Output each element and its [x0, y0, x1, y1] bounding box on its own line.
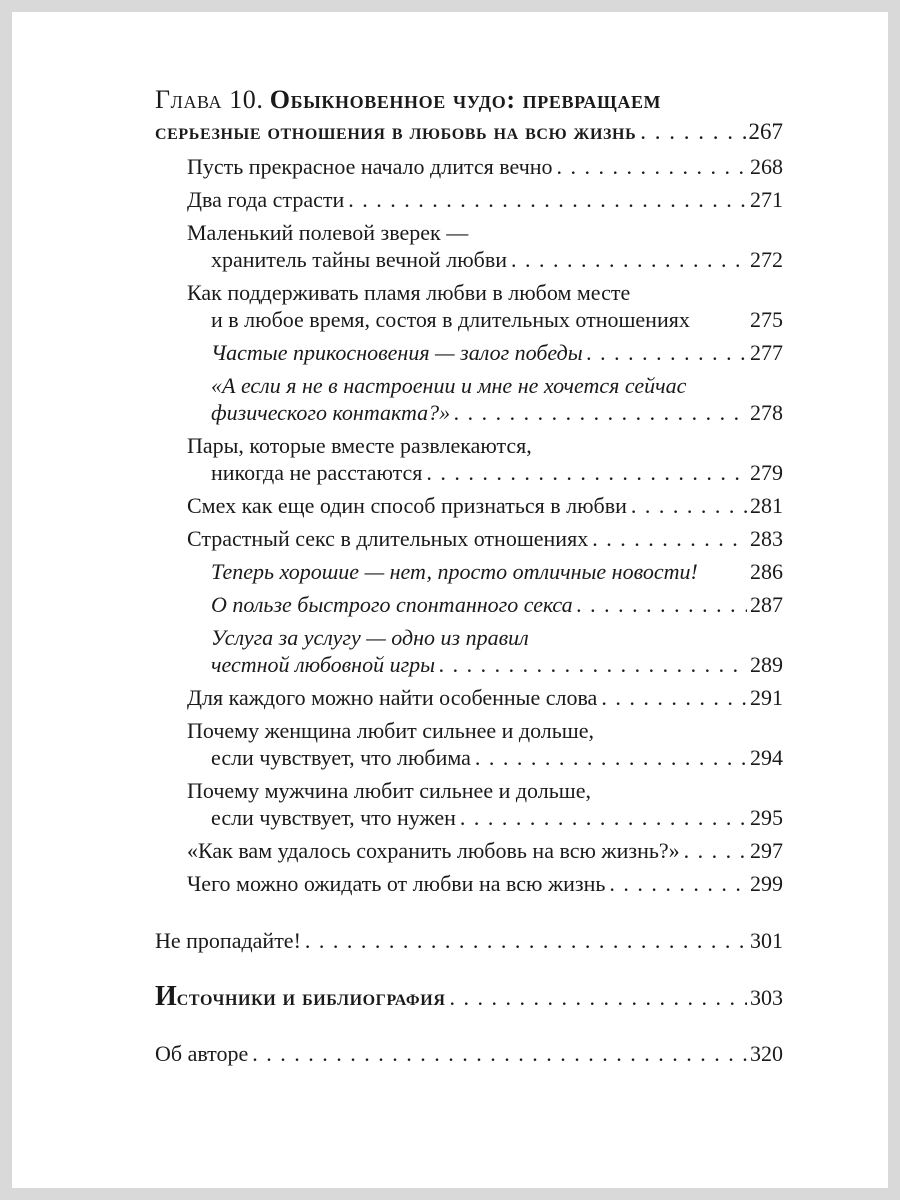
toc-page-number: 294 — [750, 745, 783, 770]
toc-page-number: 268 — [750, 154, 783, 179]
toc-entry-title: и в любое время, состоя в длительных отношениях — [211, 307, 690, 332]
dot-leader — [601, 684, 747, 711]
toc-page-number: 275 — [750, 307, 783, 332]
toc-entry[interactable] — [187, 870, 783, 897]
toc-entry[interactable] — [211, 558, 783, 585]
end-section-title: Не пропадайте! — [155, 928, 301, 953]
toc-entry-title: Смех как еще один способ признаться в любви — [187, 493, 627, 518]
toc-entry-title: Почему женщина любит сильнее и дольше, — [187, 718, 595, 743]
toc-page-number: 289 — [750, 652, 783, 677]
toc-entry-title: «Как вам удалось сохранить любовь на всю жизнь?» — [187, 838, 680, 863]
dot-leader — [511, 246, 747, 273]
end-section-title-rest: сточники и библиография — [176, 985, 446, 1010]
toc-entry-title: Пусть прекрасное начало длится вечно — [187, 154, 553, 179]
dot-leader — [631, 492, 747, 519]
toc-entry[interactable] — [187, 492, 783, 519]
dot-leader — [454, 399, 747, 426]
chapter-title-line1: Обыкновенное чудо: превращаем — [269, 85, 662, 114]
toc-entry-title: честной любовной игры — [211, 652, 436, 677]
toc-entry-title: Чего можно ожидать от любви на всю жизнь — [187, 871, 606, 896]
dot-leader — [577, 591, 747, 618]
chapter-heading[interactable] — [155, 84, 783, 147]
toc-entry[interactable] — [187, 837, 783, 864]
toc-entry[interactable] — [187, 525, 783, 552]
toc-entry[interactable] — [211, 339, 783, 366]
toc-entry-title: Почему мужчина любит сильнее и дольше, — [187, 778, 591, 803]
toc-entries — [155, 153, 783, 897]
end-section-entry[interactable] — [155, 981, 783, 1014]
toc-entry-title: Услуга за услугу — одно из правил — [211, 625, 529, 650]
dot-leader — [252, 1038, 747, 1070]
toc-page-number: 297 — [750, 838, 783, 863]
end-section-entry[interactable] — [155, 925, 783, 957]
end-section-title — [155, 981, 445, 1014]
toc-page-number: 277 — [750, 340, 783, 365]
toc-entry[interactable] — [211, 624, 783, 678]
toc-page-number: 279 — [750, 460, 783, 485]
toc-entry[interactable] — [187, 219, 783, 273]
toc-entry-title: Частые прикосновения — залог победы — [211, 340, 583, 365]
toc-entry-title: хранитель тайны вечной любви — [211, 247, 508, 272]
toc-entry-title: если чувствует, что любима — [211, 745, 471, 770]
toc-entry-title: если чувствует, что нужен — [211, 805, 456, 830]
toc-entry[interactable] — [187, 717, 783, 771]
toc-entry[interactable] — [187, 777, 783, 831]
dot-leader — [640, 117, 745, 147]
toc-entry[interactable] — [187, 186, 783, 213]
toc-page-number: 299 — [750, 871, 783, 896]
toc-entry-title: Как поддерживать пламя любви в любом месте — [187, 280, 631, 305]
toc-entry-title: Для каждого можно найти особенные слова — [187, 685, 598, 710]
toc-page-number: 295 — [750, 805, 783, 830]
table-of-contents — [155, 84, 783, 1070]
end-section-title-initial: И — [155, 981, 177, 1012]
toc-entry[interactable] — [187, 153, 783, 180]
chapter-prefix: Глава 10. — [155, 85, 264, 114]
toc-entry[interactable] — [187, 684, 783, 711]
toc-entry[interactable] — [187, 432, 783, 486]
end-section-page-number: 303 — [750, 985, 783, 1010]
toc-page-number: 272 — [750, 247, 783, 272]
toc-page-number: 286 — [750, 559, 783, 584]
dot-leader — [587, 339, 747, 366]
toc-entry[interactable] — [211, 591, 783, 618]
toc-entry-title: физического контакта?» — [211, 400, 451, 425]
toc-entry-title: О пользе быстрого спонтанного секса — [211, 592, 573, 617]
chapter-title-line2: серьезные отношения в любовь на всю жизнь — [155, 119, 637, 144]
end-sections — [155, 925, 783, 1070]
toc-entry[interactable] — [211, 372, 783, 426]
chapter-page-number: 267 — [748, 119, 783, 144]
toc-entry-title: никогда не расстаются — [211, 460, 423, 485]
toc-page-number: 278 — [750, 400, 783, 425]
dot-leader — [439, 651, 747, 678]
toc-page-number: 283 — [750, 526, 783, 551]
dot-leader — [460, 804, 747, 831]
dot-leader — [557, 153, 747, 180]
toc-entry-title: Страстный секс в длительных отношениях — [187, 526, 589, 551]
dot-leader — [684, 837, 747, 864]
toc-page-number: 281 — [750, 493, 783, 518]
toc-entry[interactable] — [187, 279, 783, 333]
dot-leader — [426, 459, 747, 486]
toc-entry-title: Теперь хорошие — нет, просто отличные новости! — [211, 559, 698, 584]
end-section-page-number: 301 — [750, 928, 783, 953]
dot-leader — [609, 870, 747, 897]
toc-page-number: 271 — [750, 187, 783, 212]
dot-leader — [305, 925, 747, 957]
toc-entry-title: Маленький полевой зверек — — [187, 220, 469, 245]
dot-leader — [475, 744, 747, 771]
dot-leader — [592, 525, 747, 552]
dot-leader — [449, 982, 747, 1014]
end-section-entry[interactable] — [155, 1038, 783, 1070]
toc-page-number: 291 — [750, 685, 783, 710]
end-section-title: Об авторе — [155, 1041, 249, 1066]
toc-entry-title: Два года страсти — [187, 187, 345, 212]
toc-entry-title: Пары, которые вместе развлекаются, — [187, 433, 532, 458]
toc-entry-title: «А если я не в настроении и мне не хочется сейчас — [211, 373, 687, 398]
dot-leader — [348, 186, 747, 213]
toc-page-number: 287 — [750, 592, 783, 617]
end-section-page-number: 320 — [750, 1041, 783, 1066]
